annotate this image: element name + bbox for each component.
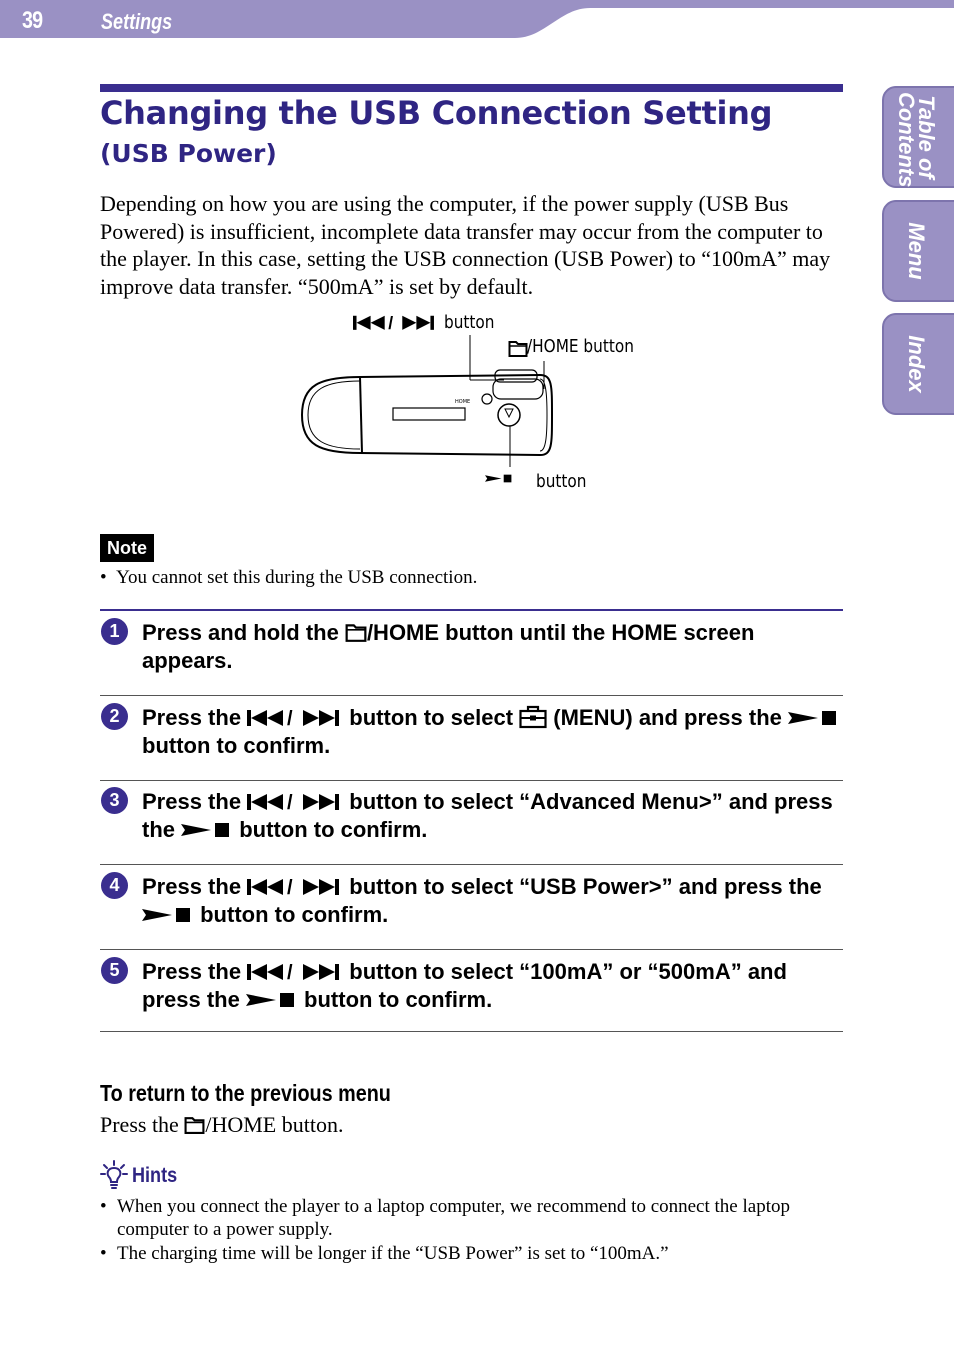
page-subtitle: (USB Power)	[100, 139, 277, 168]
diagram-label-play: button	[536, 471, 587, 492]
play-stop-icon	[142, 905, 194, 925]
step-divider	[100, 695, 843, 696]
step-text-part: button to select “USB Power>” and press the	[343, 874, 822, 899]
return-text-part: Press the	[100, 1112, 185, 1137]
tab-label: Table of Contents	[894, 92, 939, 188]
step-number: 4	[101, 872, 128, 899]
page-number: 39	[22, 7, 43, 34]
lightbulb-icon	[100, 1160, 128, 1190]
note-badge: Note	[100, 534, 154, 562]
step-text-part: (MENU) and press the	[547, 705, 788, 730]
step-text-part: button to confirm.	[142, 733, 331, 758]
return-text-part: /HOME button.	[205, 1112, 344, 1137]
tab-label: Menu	[904, 222, 929, 280]
return-text	[100, 1112, 343, 1138]
step-divider	[100, 864, 843, 865]
prev-next-icon	[247, 792, 343, 812]
page-title: Changing the USB Connection Setting	[100, 94, 773, 132]
step-1-text	[142, 619, 842, 675]
steps-top-rule	[100, 609, 843, 611]
step-5-text	[142, 958, 842, 1014]
prev-next-icon	[247, 877, 343, 897]
step-text-part: button to confirm.	[297, 987, 493, 1012]
tab-label: Index	[904, 335, 929, 393]
step-divider	[100, 1031, 843, 1032]
step-text-part: Press the	[142, 959, 248, 984]
step-number: 5	[101, 957, 128, 984]
folder-home-icon	[345, 621, 367, 643]
hint-item: • When you connect the player to a laptop computer, we recommend to connect the laptop computer to a power supply.	[100, 1195, 840, 1241]
diagram-label-home: /HOME button	[527, 336, 634, 357]
diagram-label-skip: button	[444, 312, 495, 333]
tab-menu[interactable]	[882, 200, 954, 302]
intro-paragraph: Depending on how you are using the computer, if the power supply (USB Bus Powered) is insufficient, incomplete data transfer may occur from the computer to the player. In this case, setting the USB connection (USB Power) to “100mA” may improve data transfer. “500mA” is set by default.	[100, 191, 831, 299]
note-text-content: You cannot set this during the USB connection.	[116, 567, 478, 588]
title-rule	[100, 84, 843, 92]
prev-next-icon	[247, 962, 343, 982]
step-text-part: button to select “100mA” or “500mA” and press the	[142, 959, 787, 1012]
step-2-text	[142, 704, 842, 760]
step-text-part: Press the	[142, 705, 248, 730]
play-stop-icon	[246, 990, 298, 1010]
step-3-text	[142, 788, 842, 844]
step-divider	[100, 949, 843, 950]
step-text-part: Press and hold the	[142, 620, 345, 645]
step-divider	[100, 780, 843, 781]
step-text-part: button to select “Advanced Menu>” and press the	[142, 789, 833, 842]
step-text-part: Press the	[142, 789, 248, 814]
player-diagram	[290, 305, 670, 505]
step-text-part: button to confirm.	[194, 902, 389, 927]
player-illustration	[290, 305, 670, 505]
device-home-text: HOME	[455, 399, 471, 405]
toolbox-menu-icon	[519, 705, 547, 729]
folder-home-icon	[184, 1114, 205, 1135]
step-4-text	[142, 873, 842, 929]
hint-item: • The charging time will be longer if the “USB Power” is set to “100mA.”	[100, 1242, 840, 1265]
note-text: • You cannot set this during the USB connection.	[100, 567, 478, 588]
section-name: Settings	[101, 9, 173, 34]
tab-index[interactable]	[882, 313, 954, 415]
play-stop-icon	[788, 708, 840, 728]
step-text-part: button to select	[343, 705, 520, 730]
play-stop-icon	[181, 820, 233, 840]
return-heading: To return to the previous menu	[100, 1080, 391, 1106]
tab-table-of-contents[interactable]	[882, 86, 954, 188]
step-number: 1	[101, 618, 128, 645]
step-text-part: Press the	[142, 874, 248, 899]
hints-label: Hints	[132, 1164, 178, 1187]
step-text-part: button to confirm.	[233, 817, 428, 842]
prev-next-icon	[247, 708, 343, 728]
step-number: 3	[101, 787, 128, 814]
step-text-part: /HOME button until the HOME screen appears.	[142, 620, 755, 673]
step-number: 2	[101, 703, 128, 730]
